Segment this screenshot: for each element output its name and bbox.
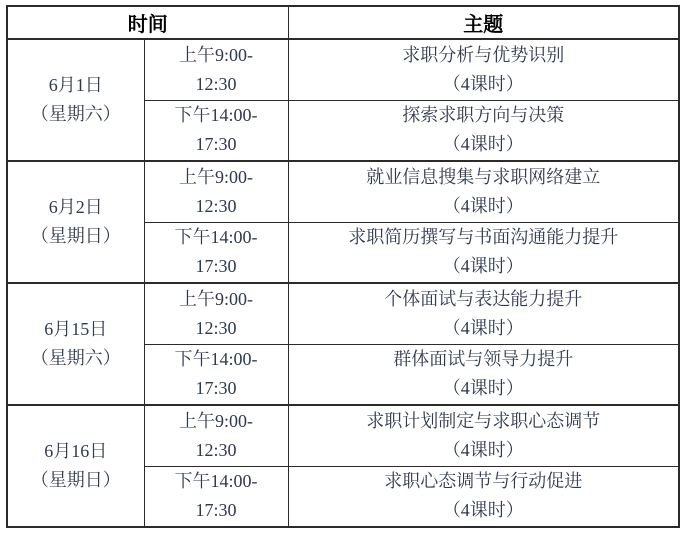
time-line1: 上午9:00- <box>179 44 253 65</box>
topic-line1: 求职计划制定与求职心态调节 <box>366 410 601 431</box>
header-topic: 主题 <box>288 6 679 39</box>
time-line1: 上午9:00- <box>179 410 253 431</box>
topic-line2: （4课时） <box>442 439 524 460</box>
topic-line2: （4课时） <box>442 73 524 94</box>
time-line2: 17:30 <box>195 256 237 277</box>
topic-line1: 就业信息搜集与求职网络建立 <box>366 166 601 187</box>
date-line2: （星期日） <box>30 226 121 246</box>
date-line2: （星期六） <box>30 104 121 124</box>
topic-line1: 求职简历撰写与书面沟通能力提升 <box>348 227 619 248</box>
topic-line1: 求职心态调节与行动促进 <box>384 471 583 492</box>
time-cell <box>144 161 288 222</box>
topic-line2: （4课时） <box>442 256 524 277</box>
time-line1: 下午14:00- <box>174 105 258 126</box>
table-header-row <box>7 6 679 39</box>
table-row <box>7 283 679 344</box>
time-line2: 17:30 <box>195 500 237 521</box>
time-line1: 下午14:00- <box>174 227 258 248</box>
date-line1: 6月16日 <box>44 441 108 461</box>
time-line1: 上午9:00- <box>179 166 253 187</box>
topic-line2: （4课时） <box>442 317 524 338</box>
date-line1: 6月1日 <box>48 75 103 95</box>
date-line2: （星期六） <box>30 348 121 368</box>
topic-cell <box>288 161 679 222</box>
date-cell <box>7 405 144 527</box>
time-line2: 12:30 <box>195 317 237 338</box>
topic-cell <box>288 100 679 161</box>
time-cell <box>144 283 288 344</box>
date-cell <box>7 161 144 283</box>
time-cell <box>144 466 288 527</box>
topic-line2: （4课时） <box>442 500 524 521</box>
time-line2: 12:30 <box>195 195 237 216</box>
topic-cell <box>288 39 679 100</box>
topic-line1: 探索求职方向与决策 <box>402 105 565 126</box>
header-time: 时间 <box>7 6 288 39</box>
time-line1: 下午14:00- <box>174 471 258 492</box>
topic-cell <box>288 466 679 527</box>
time-line2: 17:30 <box>195 378 237 399</box>
topic-cell <box>288 222 679 283</box>
time-line2: 12:30 <box>195 73 237 94</box>
course-schedule-table <box>6 5 680 528</box>
topic-line1: 求职分析与优势识别 <box>402 44 565 65</box>
table-row <box>7 405 679 466</box>
topic-line1: 个体面试与表达能力提升 <box>384 288 583 309</box>
topic-line1: 群体面试与领导力提升 <box>393 349 574 370</box>
topic-cell <box>288 344 679 405</box>
topic-line2: （4课时） <box>442 195 524 216</box>
topic-line2: （4课时） <box>442 134 524 155</box>
topic-cell <box>288 405 679 466</box>
date-cell <box>7 39 144 161</box>
table-row <box>7 161 679 222</box>
time-line2: 17:30 <box>195 134 237 155</box>
date-cell <box>7 283 144 405</box>
time-line1: 下午14:00- <box>174 349 258 370</box>
date-line1: 6月2日 <box>48 197 103 217</box>
topic-cell <box>288 283 679 344</box>
time-cell <box>144 405 288 466</box>
table-row <box>7 39 679 100</box>
time-line2: 12:30 <box>195 439 237 460</box>
date-line1: 6月15日 <box>44 319 108 339</box>
time-cell <box>144 100 288 161</box>
time-cell <box>144 222 288 283</box>
topic-line2: （4课时） <box>442 378 524 399</box>
time-cell <box>144 39 288 100</box>
time-cell <box>144 344 288 405</box>
date-line2: （星期日） <box>30 470 121 490</box>
time-line1: 上午9:00- <box>179 288 253 309</box>
